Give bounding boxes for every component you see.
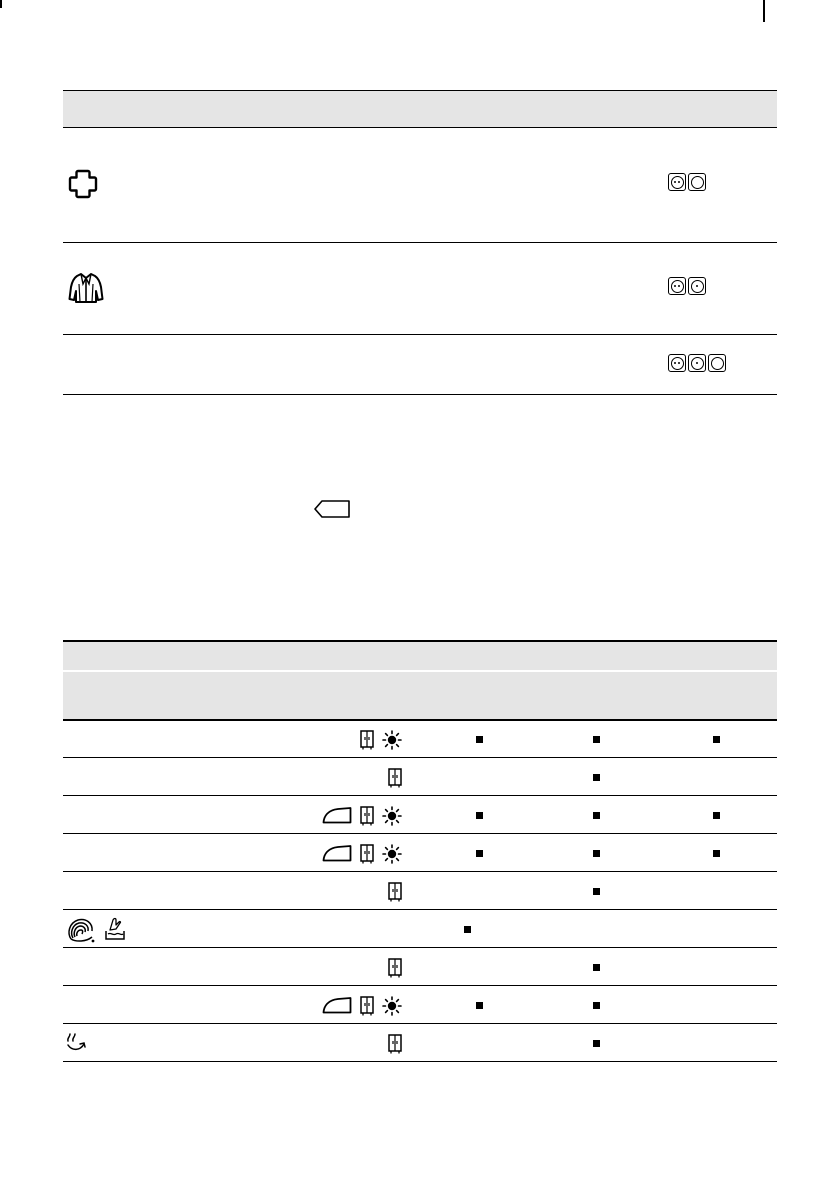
wardrobe-icon <box>388 958 402 978</box>
table-1-header <box>63 91 777 127</box>
wardrobe-icon <box>388 882 402 902</box>
mark-square <box>593 1002 600 1009</box>
iron-icon <box>322 996 352 1014</box>
table-2-subheader <box>63 672 777 719</box>
wardrobe-icon <box>360 806 374 826</box>
wardrobe-icon <box>360 730 374 750</box>
sun-icon <box>382 806 402 826</box>
table-2-header <box>63 642 777 670</box>
tumble-dry-3-boxes-icon <box>668 354 726 372</box>
mark-square <box>593 812 600 819</box>
wardrobe-icon <box>388 1034 402 1054</box>
cross-outline-icon <box>67 168 99 200</box>
mark-square <box>476 1002 483 1009</box>
tumble-dry-2-dots-dot-icon <box>668 277 706 295</box>
iron-icon <box>322 806 352 824</box>
mark-square <box>476 736 483 743</box>
label-tag-icon <box>313 499 351 519</box>
crop-mark-left <box>0 0 2 8</box>
mark-square <box>593 850 600 857</box>
sun-icon <box>382 844 402 864</box>
wardrobe-icon <box>388 768 402 788</box>
iron-icon <box>322 844 352 862</box>
jacket-icon <box>68 271 104 305</box>
wool-icon <box>66 917 96 945</box>
mark-square <box>593 888 600 895</box>
mark-square <box>593 774 600 781</box>
mark-square <box>713 736 720 743</box>
sun-icon <box>382 996 402 1016</box>
wardrobe-icon <box>360 996 374 1016</box>
mark-square <box>476 812 483 819</box>
mark-square <box>464 926 471 933</box>
hand-wash-icon <box>104 917 126 941</box>
mark-square <box>713 850 720 857</box>
mark-square <box>593 1040 600 1047</box>
sun-icon <box>382 730 402 750</box>
tumble-dry-2-dots-dot-icon <box>668 173 706 191</box>
mark-square <box>476 850 483 857</box>
wardrobe-icon <box>360 844 374 864</box>
mark-square <box>593 964 600 971</box>
mark-square <box>593 736 600 743</box>
mark-square <box>713 812 720 819</box>
crop-mark-right <box>763 0 765 22</box>
steam-icon <box>65 1031 89 1053</box>
